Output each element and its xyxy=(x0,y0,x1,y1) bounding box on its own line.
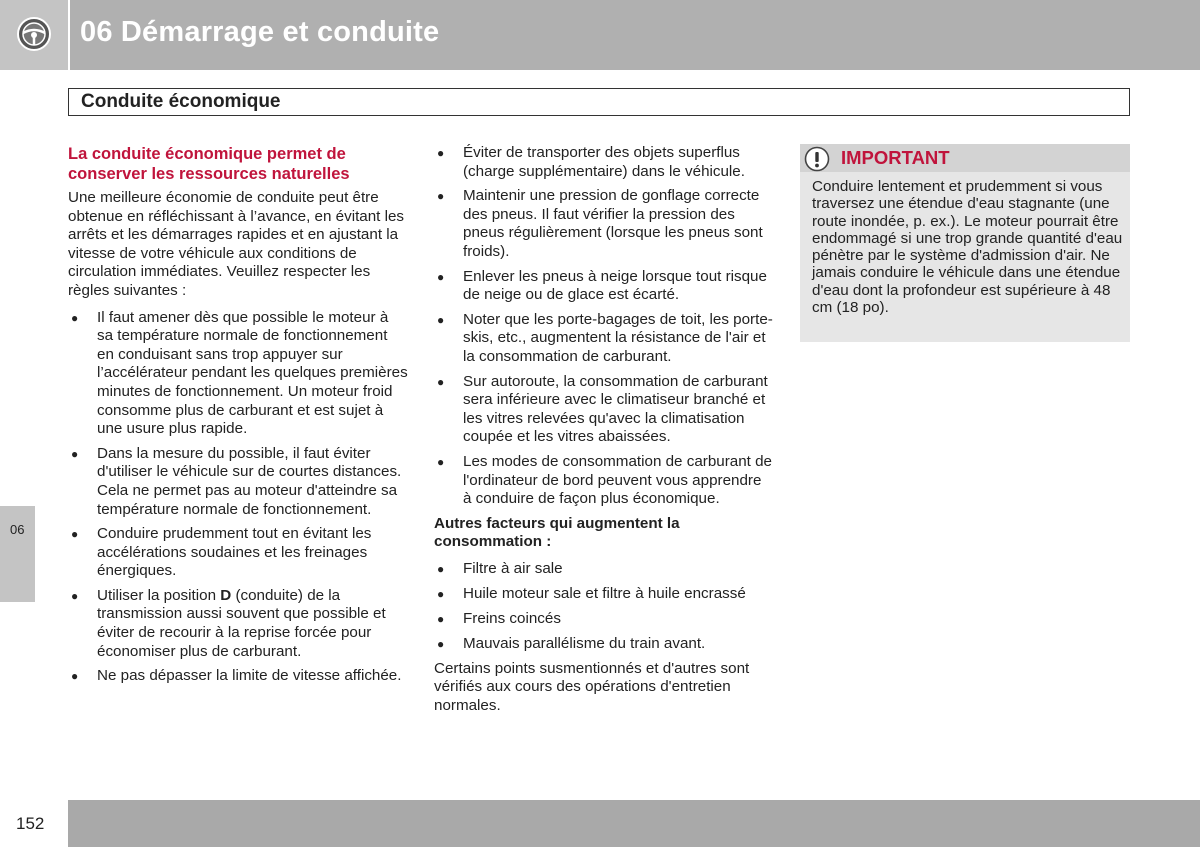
bullet-icon: ● xyxy=(437,189,445,204)
gear-position-label: D xyxy=(220,586,232,604)
tips-list xyxy=(434,144,774,509)
bullet-icon: ● xyxy=(437,636,445,651)
list-item xyxy=(434,560,774,579)
bullet-icon: ● xyxy=(437,374,445,389)
list-item-text: Conduire prudemment tout en évitant les accélérations soudaines et les freinages énergiques. xyxy=(97,525,372,580)
section-title-box xyxy=(68,88,1130,116)
rules-list xyxy=(68,309,408,686)
middle-column xyxy=(434,144,774,716)
page-number: 152 xyxy=(16,814,45,833)
list-item-text: Les modes de consommation de carburant de l'ordinateur de bord peuvent vous apprendre à conduire de façon plus économique. xyxy=(463,452,772,508)
list-item xyxy=(434,635,774,654)
factors-list xyxy=(434,560,774,654)
text-segment: Utiliser la position xyxy=(97,586,221,604)
footer-bar xyxy=(68,800,1200,847)
list-item xyxy=(434,268,774,305)
list-item-text: Ne pas dépasser la limite de vitesse affichée. xyxy=(97,667,402,685)
list-item xyxy=(68,667,408,686)
important-notice xyxy=(800,144,1130,342)
steering-wheel-icon xyxy=(16,16,52,52)
list-item xyxy=(68,525,408,581)
bullet-icon: ● xyxy=(71,527,79,542)
header-icon-box xyxy=(0,0,70,70)
list-item-text: Il faut amener dès que possible le moteur à sa température normale de fonctionnement en conduisant sans trop appuyer sur l’accélérateur pendant les quelques premières minutes de fonctionnement. Un moteur froid consomme plus de carburant et est sujet à une usure plus rapide. xyxy=(97,308,408,438)
bullet-icon: ● xyxy=(71,588,79,603)
list-item-text: Éviter de transporter des objets superflus (charge supplémentaire) dans le véhicule. xyxy=(463,144,745,180)
list-item-text: Freins coincés xyxy=(463,609,561,627)
bullet-icon: ● xyxy=(437,269,445,284)
bullet-icon: ● xyxy=(71,446,79,461)
list-item-text: Enlever les pneus à neige lorsque tout risque de neige ou de glace est écarté. xyxy=(463,267,767,304)
list-item-text: Noter que les porte-bagages de toit, les porte-skis, etc., augmentent la résistance de l'air et la consommation de carburant. xyxy=(463,310,773,365)
closing-paragraph: Certains points susmentionnés et d'autres sont vérifiés aux cours des opérations d'entretien normales. xyxy=(434,659,750,714)
bullet-icon: ● xyxy=(437,586,445,601)
list-item xyxy=(68,445,408,519)
side-tab-label: 06 xyxy=(10,522,25,537)
bullet-icon: ● xyxy=(71,310,79,325)
list-item-text xyxy=(97,587,386,660)
list-item xyxy=(434,373,774,447)
list-item-text: Huile moteur sale et filtre à huile encrassé xyxy=(463,584,746,602)
list-item-text: Dans la mesure du possible, il faut éviter d'utiliser le véhicule sur de courtes distances. Cela ne permet pas au moteur d'atteindre sa température normale de fonctionnement. xyxy=(97,444,402,518)
list-item-text: Maintenir une pression de gonflage correcte des pneus. Il faut vérifier la pression des pneus régulièrement (lorsque les pneus sont froids). xyxy=(463,187,763,260)
left-column xyxy=(68,144,408,692)
list-item xyxy=(68,587,408,661)
important-header xyxy=(800,144,1130,172)
list-item xyxy=(434,187,774,261)
list-item xyxy=(434,585,774,604)
column-heading: La conduite économique permet de conserver les ressources naturelles xyxy=(68,145,350,183)
list-item xyxy=(434,453,774,509)
list-item xyxy=(434,311,774,367)
bullet-icon: ● xyxy=(437,312,445,327)
bullet-icon: ● xyxy=(71,669,79,684)
bullet-icon: ● xyxy=(437,561,445,576)
bullet-icon: ● xyxy=(437,611,445,626)
bullet-icon: ● xyxy=(437,454,445,469)
chapter-side-tab xyxy=(0,506,35,602)
section-title: Conduite économique xyxy=(81,91,281,112)
list-item-text: Filtre à air sale xyxy=(463,559,563,577)
intro-paragraph: Une meilleure économie de conduite peut être obtenue en réfléchissant à l’avance, en évitant les arrêts et les démarrages rapides et en ajustant la vitesse de votre véhicule aux conditions de circulation immédiates. Veuillez respecter les règles suivantes : xyxy=(68,189,405,299)
text-segment: (conduite) de la transmission aussi souvent que possible et éviter de recourir à la reprise forcée pour économiser plus de carburant. xyxy=(97,586,386,660)
list-item xyxy=(434,144,774,181)
list-item xyxy=(68,309,408,439)
list-item xyxy=(434,610,774,629)
list-item-text: Sur autoroute, la consommation de carburant sera inférieure avec le climatiseur branché et les vitres relevées qu'avec la climatisation coupée et les vitres abaissées. xyxy=(463,372,768,446)
important-label: IMPORTANT xyxy=(841,147,950,168)
important-text: Conduire lentement et prudemment si vous traversez une étendue d'eau stagnante (une route inondée, p. ex.). Le moteur pourrait être endommagé si une trop grande quantité d'eau pénètre par le système d'admission d'air. Ne jamais conduire le véhicule dans une étendue d'eau dont la profondeur est supérieure à 48 cm (18 po). xyxy=(812,178,1123,317)
bullet-icon: ● xyxy=(437,146,445,160)
chapter-title: 06 Démarrage et conduite xyxy=(80,16,440,48)
list-item-text: Mauvais parallélisme du train avant. xyxy=(463,634,706,652)
sub-heading: Autres facteurs qui augmentent la consommation : xyxy=(434,514,680,551)
warning-exclamation-icon xyxy=(804,146,830,172)
